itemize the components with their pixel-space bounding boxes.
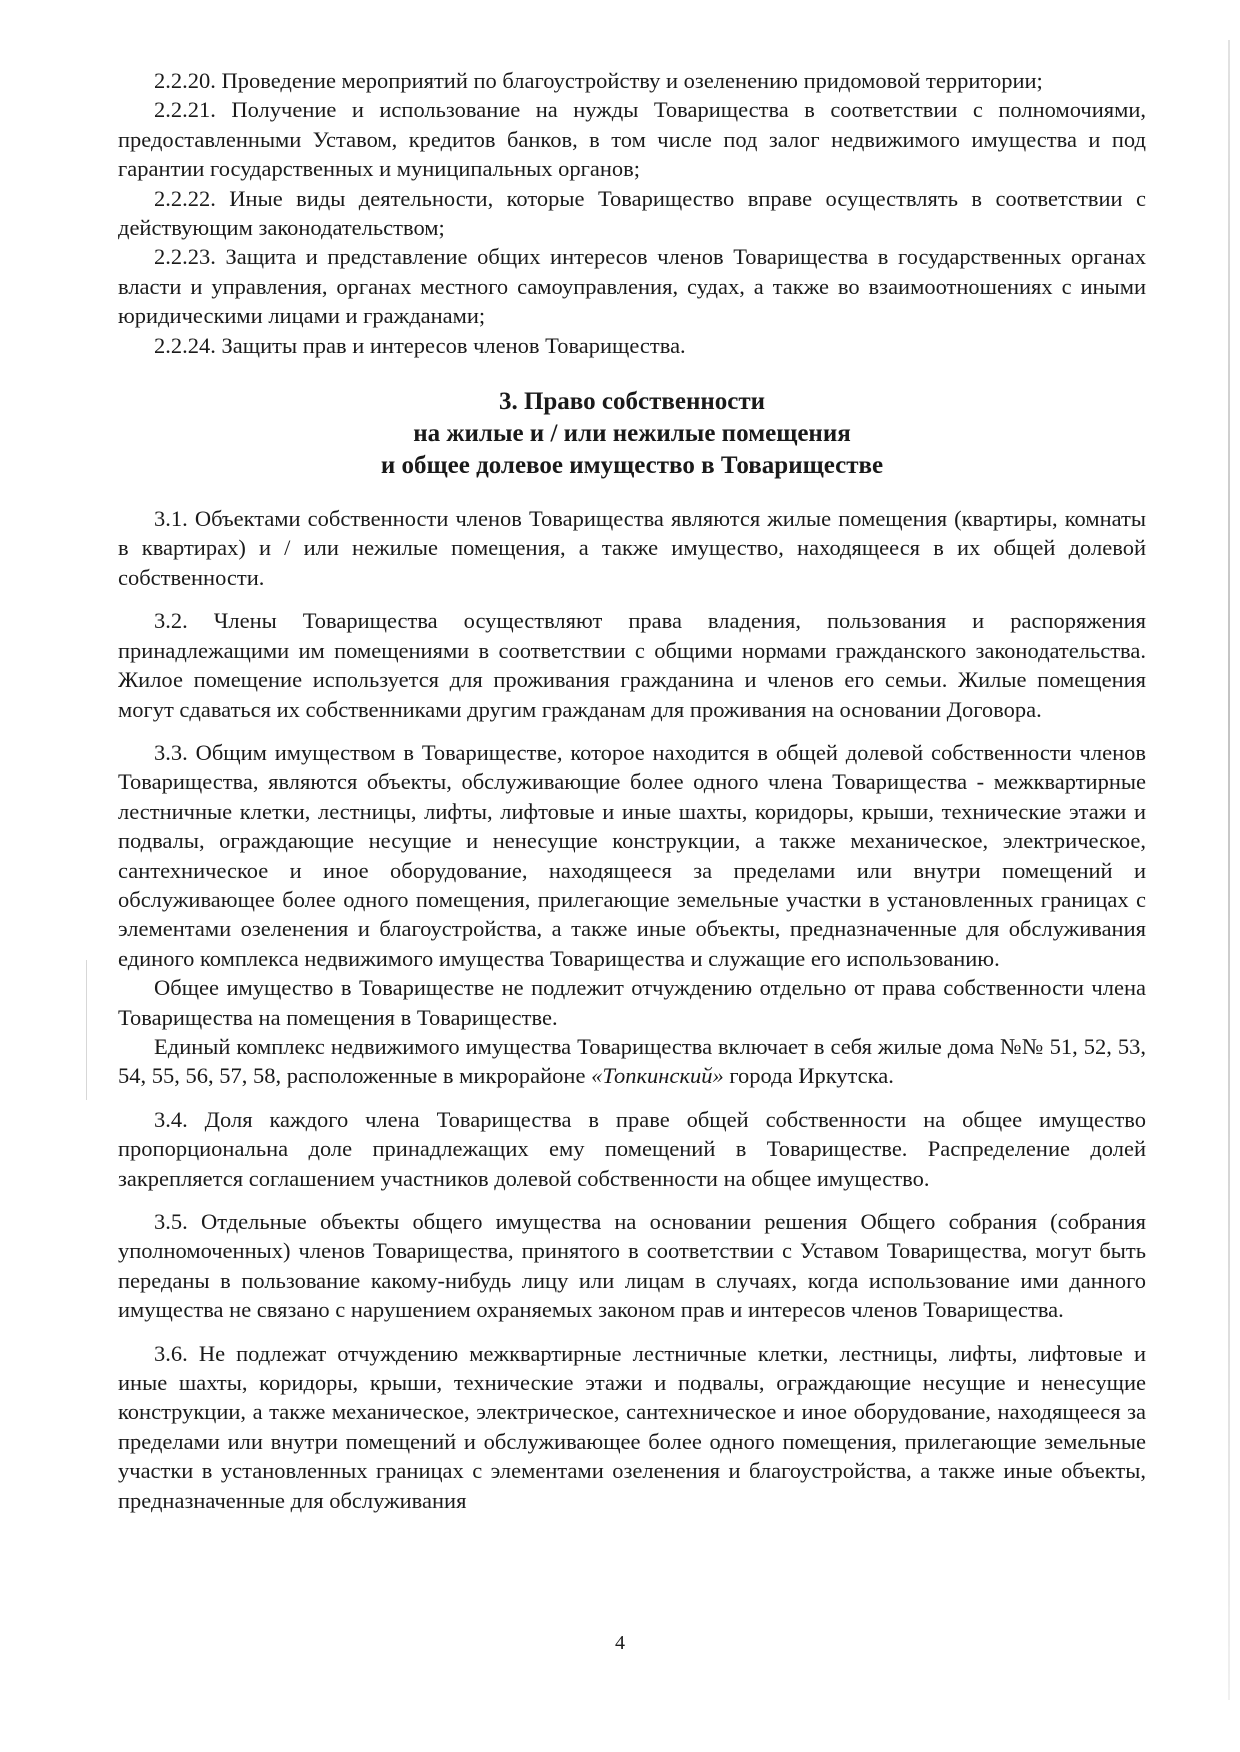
- scan-edge-shadow: [1228, 40, 1230, 1700]
- section-title-line-1: 3. Право собственности: [498, 388, 766, 416]
- paragraph-3-3-common-property: Общее имущество в Товариществе не подлежит отчуждению отдельно от права собственности члена Товарищества на помещения в Товариществе.: [118, 975, 1146, 1030]
- district-name: «Топкинский»: [591, 1063, 724, 1089]
- section-3-title: [118, 386, 1146, 482]
- scan-edge-mark: [86, 960, 87, 1100]
- item-2-2-22: 2.2.22. Иные виды деятельности, которые Товарищество вправе осуществлять в соответствии с действующим законодательством;: [118, 185, 1146, 241]
- section-title-line-3: и общее долевое имущество в Товариществе: [380, 452, 884, 480]
- document-body: [118, 66, 1146, 1515]
- complex-text-end: города Иркутска.: [723, 1063, 894, 1089]
- paragraph-3-4: 3.4. Доля каждого члена Товарищества в праве общей собственности на общее имущество пропорциональна доле принадлежащих ему помещений в Товариществе. Распределение долей закрепляется соглашением участников долевой собственности на общее имущество.: [118, 1106, 1146, 1191]
- paragraph-3-3: 3.3. Общим имуществом в Товариществе, которое находится в общей долевой собственности членов Товарищества, являются объекты, обслуживающие более одного члена Товарищества - межквартирные лестничные клетки, лестницы, лифты, лифтовые и иные шахты, коридоры, крыши, технические этажи и подвалы, ограждающие несущие и ненесущие конструкции, а также механическое, электрическое, сантехническое и иное оборудование, находящееся за пределами или внутри помещений и обслуживающее более одного помещения, прилегающие земельные участки в установленных границах с элементами озеленения и благоустройства, а также иные объекты, предназначенные для обслуживания единого комплекса недвижимого имущества Товарищества и служащие его использованию.: [118, 739, 1146, 971]
- item-2-2-21: 2.2.21. Получение и использование на нужды Товарищества в соответствии с полномочиями, предоставленными Уставом, кредитов банков, в том числе под залог недвижимого имущества и под гарантии государственных и муниципальных органов;: [118, 97, 1146, 182]
- paragraph-3-6: 3.6. Не подлежат отчуждению межквартирные лестничные клетки, лестницы, лифты, лифтовые и иные шахты, коридоры, крыши, технические этажи и подвалы, ограждающие несущие и ненесущие конструкции, а также механическое, электрическое, сантехническое и иное оборудование, находящееся за пределами или внутри помещений и обслуживающее более одного помещения, прилегающие земельные участки в установленных границах с элементами озеленения и благоустройства, а также иные объекты, предназначенные для обслуживания: [118, 1340, 1146, 1513]
- paragraph-3-1: 3.1. Объектами собственности членов Товарищества являются жилые помещения (квартиры, комнаты в квартирах) и / или нежилые помещения, а также имущество, находящееся в их общей долевой собственности.: [118, 506, 1146, 590]
- paragraph-3-2: 3.2. Члены Товарищества осуществляют права владения, пользования и распоряжения принадлежащими им помещениями в соответствии с общими нормами гражданского законодательства. Жилое помещение используется для проживания гражданина и членов его семьи. Жилые помещения могут сдаваться их собственниками другим гражданам для проживания на основании Договора.: [118, 608, 1146, 722]
- item-2-2-24: 2.2.24. Защиты прав и интересов членов Товарищества.: [154, 332, 686, 358]
- complex-text-start: Единый комплекс недвижимого имущества Товарищества включает в себя жилые дома №№ 51, 52, 53, 54, 55, 56, 57, 58, расположенные в микрорайоне: [118, 1033, 1146, 1089]
- section-title-line-2: на жилые и / или нежилые помещения: [413, 420, 851, 448]
- item-2-2-23: 2.2.23. Защита и представление общих интересов членов Товарищества в государственных органах власти и управления, органах местного самоуправления, судах, а также во взаимоотношениях с иными юридическими лицами и гражданами;: [118, 244, 1146, 329]
- item-2-2-20: 2.2.20. Проведение мероприятий по благоустройству и озеленению придомовой территории;: [154, 68, 1043, 93]
- page-number: 4: [615, 1632, 625, 1654]
- paragraph-3-5: 3.5. Отдельные объекты общего имущества на основании решения Общего собрания (собрания уполномоченных) членов Товарищества, принятого в соответствии с Уставом Товарищества, могут быть переданы в пользование какому-нибудь лицу или лицам в случаях, когда использование ими данного имущества не связано с нарушением охраняемых законом прав и интересов членов Товарищества.: [118, 1209, 1146, 1323]
- paragraph-3-3-complex: [118, 1032, 1146, 1091]
